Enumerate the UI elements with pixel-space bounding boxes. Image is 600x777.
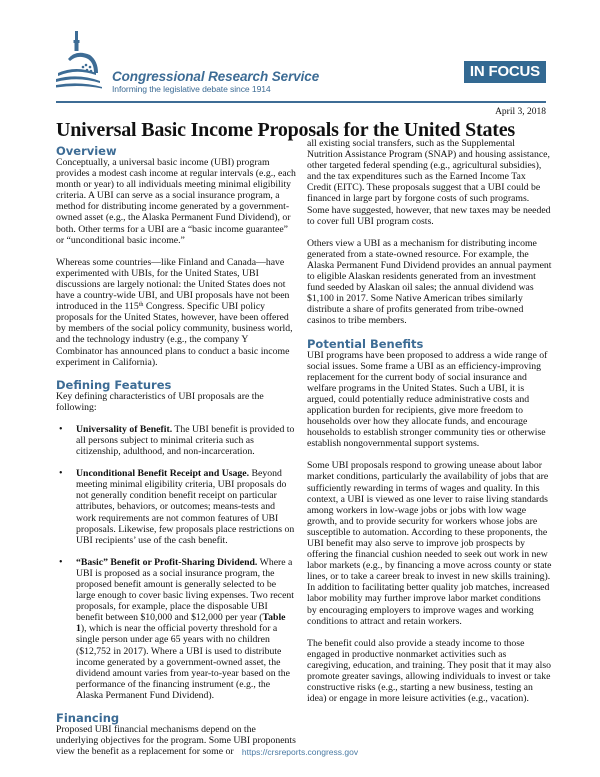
list-item — [56, 424, 296, 457]
section-heading-defining-features: Defining Features — [56, 377, 172, 392]
list-item — [56, 468, 296, 546]
bullet-text-continued: ), which is near the official poverty threshold for a single person under age 65 years with no children ($12,752 in 2017). Where a UBI is used to distribute income generated by a government-owned asset, the dividend amount varies from year-to-year based on the performance of the financing instrument (e.g., the Alaska Permanent Fund Dividend). — [76, 623, 290, 701]
page-header — [56, 24, 546, 100]
publication-date: April 3, 2018 — [495, 107, 546, 117]
list-item — [56, 557, 296, 701]
section-heading-financing: Financing — [56, 711, 120, 726]
brand-block — [112, 69, 319, 95]
bullet-title: Unconditional Benefit Receipt and Usage. — [76, 468, 250, 480]
right-column — [307, 138, 552, 704]
section-heading-potential-benefits: Potential Benefits — [307, 336, 424, 351]
benefits-paragraph-1: UBI programs have been proposed to address a wide range of social issues. Some frame a UBI as an efficiency-improving replacement for the current body of social insurance and welfare programs in the United States. Such a UBI, it is argued, could potentially reduce administrative costs and application burden for recipients, give more freedom to households over how they allocate funds, and encourage households to establish stronger community ties or otherwise establish nongovernmental support systems. — [307, 349, 548, 450]
defining-features-list — [56, 424, 296, 701]
financing-paragraph: Proposed UBI financial mechanisms depend on the underlying objectives for the program. Some UBI proponents view the benefit as a replacement for some or — [56, 724, 296, 758]
defining-features-intro: Key defining characteristics of UBI proposals are the following: — [56, 390, 264, 413]
brand-tagline: Informing the legislative debate since 1914 — [112, 84, 271, 94]
in-focus-badge: IN FOCUS — [464, 61, 546, 83]
brand-name: Congressional Research Service — [112, 69, 320, 84]
overview-paragraph-2 — [56, 257, 296, 368]
bullet-icon: • — [59, 423, 63, 435]
financing-paragraph-2: Others view a UBI as a mechanism for distributing income generated from a state-owned resource. For example, the Alaska Permanent Fund Dividend provides an annual payment to eligible Alaskan residents generated from an investment fund seeded by Alaskan oil sales; the annual dividend was $1,100 in 2017. Some Native American tribes similarly distribute a share of profits generated from tribe-owned casinos to tribe members. — [307, 237, 552, 327]
table-reference-link[interactable]: Table 1 — [76, 612, 286, 635]
ordinal-superscript: th — [138, 302, 144, 309]
overview-paragraph-1: Conceptually, a universal basic income (UBI) program provides a modest cash income at regular intervals (e.g., each month or year) to all individuals meeting minimal eligibility criteria. A UBI can serve as a social insurance program, a method for distributing income generated by a government-owned asset (e.g., the Alaska Permanent Fund Dividend), or both. Other terms for a UBI are a “basic income guarantee” or “unconditional basic income.” — [56, 157, 296, 246]
overview-paragraph-2-text-b: Congress. Specific UBI policy proposals for the United States, however, have been offered by members of the social policy community, business world, and the technology industry (e.g., the company Y Combinator has announced plans to conduct a basic income experiment in California). — [56, 301, 293, 368]
section-heading-overview: Overview — [56, 144, 117, 158]
left-column — [56, 145, 296, 757]
bullet-text: Beyond meeting minimal eligibility criteria, UBI proposals do not generally condition benefit receipt on particular attributes, behaviors, or outcomes; means-tests and work requirements are not common features of UBI proposals. Likewise, few proposals place restrictions on UBI recipients’ use of the cash benefit. — [76, 468, 295, 546]
overview-paragraph-2-text-a: Whereas some countries—like Finland and Canada—have experimented with UBIs, for the United States, UBI discussions are largely notional: the United States does not have a country-wide UBI, and UBI proposals have not been introduced in the 115 — [56, 256, 290, 313]
bullet-icon: • — [59, 468, 63, 480]
bullet-title: “Basic” Benefit or Profit-Sharing Dividend. — [76, 556, 258, 568]
header-divider — [56, 101, 546, 103]
page-title: Universal Basic Income Proposals for the United States — [56, 119, 515, 141]
footer-url-link[interactable]: https://crsreports.congress.gov — [241, 747, 359, 757]
bullet-title: Universality of Benefit. — [76, 423, 173, 435]
bullet-text: Where a UBI is proposed as a social insurance program, the proposed benefit amount is generally selected to be large enough to cover basic living expenses. Two recent proposals, for example, place the disposable UBI benefit between $10,000 and $12,000 per year ( — [76, 556, 294, 624]
capitol-dome-icon — [56, 29, 108, 89]
bullet-icon: • — [59, 556, 63, 568]
benefits-paragraph-2: Some UBI proposals respond to growing unease about labor market conditions, particularly the availability of jobs that are sufficiently rewarding in terms of wages and quality. In this context, a UBI is viewed as one lever to raise living standards among workers in low-wage jobs or jobs with low wage growth, and to provide security for workers whose jobs are susceptible to automation. According to these proponents, the UBI benefit may also serve to improve job prospects by offering the financial cushion needed to seek out work in new labor markets (e.g., by financing a move across county or state lines, or to take a career break to invest in new skills training). In addition to facilitating better quality job matches, increased labor mobility may further improve labor market conditions by encouraging employers to improve wages and working conditions to attract and retain workers. — [307, 460, 552, 627]
financing-paragraph-continued: all existing social transfers, such as the Supplemental Nutrition Assistance Program (SNAP) and housing assistance, other targeted federal spending (e.g., agricultural subsidies), and the tax expenditures such as the Earned Income Tax Credit (EITC). These proposals suggest that a UBI could be financed in large part by forgone costs of such programs. Some have suggested, however, that new taxes may be needed to cover full UBI program costs. — [307, 138, 551, 227]
benefits-paragraph-3: The benefit could also provide a steady income to those engaged in productive nonmarket activities such as caregiving, education, and training. They posit that it may also promote greater savings, allowing individuals to invest or take constructive risks (e.g., starting a new business, testing an idea) or engage in more leisure activities (e.g., vacation). — [307, 637, 552, 705]
bullet-text: The UBI benefit is provided to all persons subject to minimal criteria such as citizenship, adulthood, and non-incarceration. — [76, 423, 295, 458]
